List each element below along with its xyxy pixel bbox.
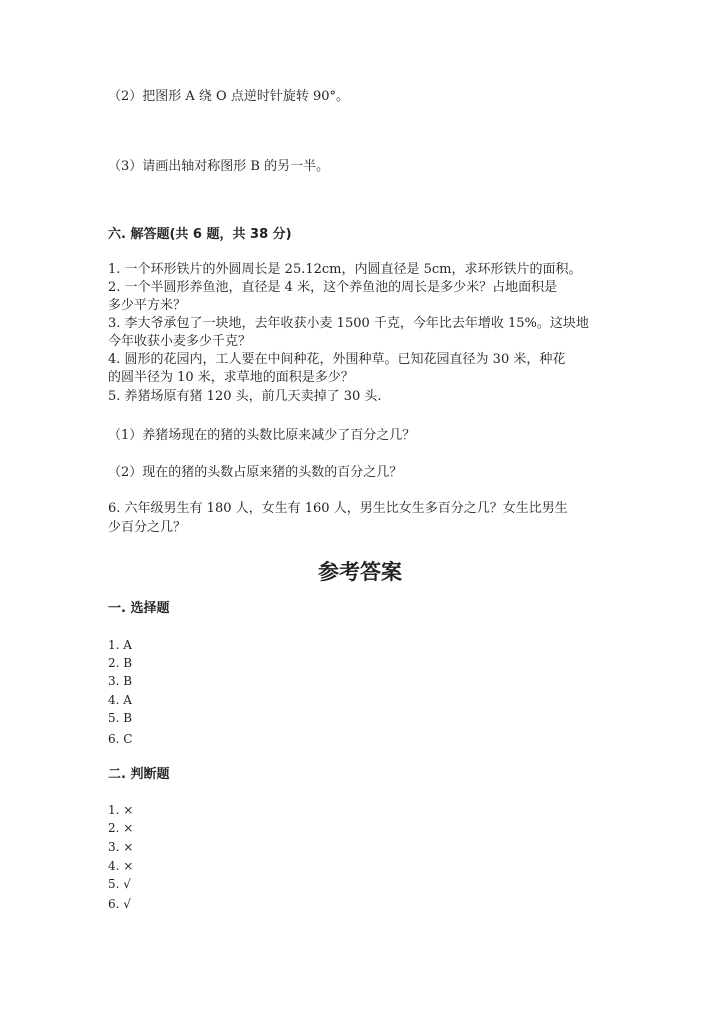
question-2-line-2: 多少平方米？	[108, 298, 187, 313]
answer-choice-1: 1. A	[108, 638, 132, 652]
question-part-3: （3）请画出轴对称图形 B 的另一半。	[108, 159, 330, 174]
question-3-line-1: 3. 李大爷承包了一块地，去年收获小麦 1500 千克，今年比去年增收 15%。这块地	[108, 316, 589, 331]
question-2-line-1: 2. 一个半圆形养鱼池，直径是 4 米，这个养鱼池的周长是多少米？占地面积是	[108, 280, 558, 295]
answer-choice-6: 6. C	[108, 732, 133, 746]
answer-judge-6: 6. √	[108, 897, 131, 911]
answer-judge-3: 3. ×	[108, 840, 134, 854]
answer-choice-4: 4. A	[108, 693, 132, 707]
answer-judge-5: 5. √	[108, 877, 131, 891]
question-4-line-1: 4. 圆形的花园内，工人要在中间种花，外围种草。已知花园直径为 30 米，种花	[108, 352, 566, 367]
section-heading-solve: 六. 解答题(共 6 题，共 38 分)	[108, 227, 292, 242]
question-3-line-2: 今年收获小麦多少千克？	[108, 334, 252, 349]
answer-choice-5: 5. B	[108, 711, 133, 725]
question-6-line-2: 少百分之几？	[108, 520, 187, 535]
answer-judge-1: 1. ×	[108, 803, 134, 817]
answer-judge-heading: 二. 判断题	[108, 767, 170, 782]
answer-judge-2: 2. ×	[108, 821, 134, 835]
answer-choice-2: 2. B	[108, 656, 133, 670]
question-6-line-1: 6. 六年级男生有 180 人，女生有 160 人，男生比女生多百分之几？女生比男生	[108, 501, 568, 516]
answer-choice-heading: 一. 选择题	[108, 601, 170, 616]
answer-judge-4: 4. ×	[108, 859, 134, 873]
question-5-sub-2: （2）现在的猪的头数占原来猪的头数的百分之几？	[108, 465, 403, 480]
question-1: 1. 一个环形铁片的外圆周长是 25.12cm，内圆直径是 5cm，求环形铁片的面积。	[108, 262, 582, 277]
question-part-2: （2）把图形 A 绕 O 点逆时针旋转 90°。	[108, 89, 350, 104]
answer-choice-3: 3. B	[108, 674, 133, 688]
question-5-sub-1: （1）养猪场现在的猪的头数比原来减少了百分之几？	[108, 428, 416, 443]
answer-key-title: 参考答案	[318, 560, 402, 584]
question-4-line-2: 的圆半径为 10 米，求草地的面积是多少？	[108, 370, 354, 385]
question-5: 5. 养猪场原有猪 120 头，前几天卖掉了 30 头.	[108, 389, 382, 404]
